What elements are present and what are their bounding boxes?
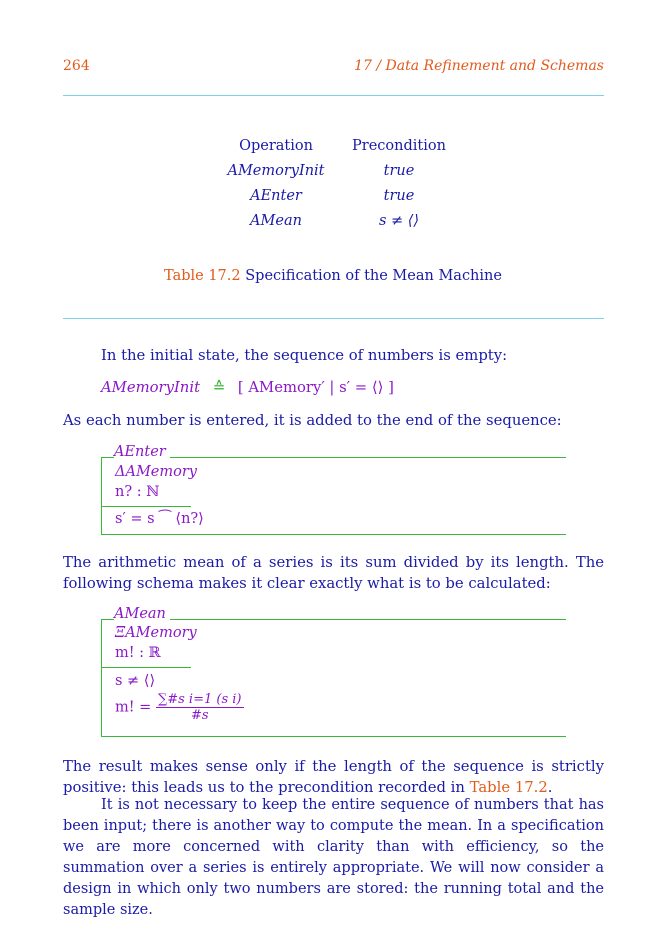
schema-top-line <box>101 457 566 458</box>
table-cell-precondition: true <box>383 163 415 179</box>
schema-divider <box>101 506 191 507</box>
table-cell-operation: AMemoryInit <box>227 163 325 179</box>
schema-top-line <box>101 619 566 620</box>
table-caption-label: Table 17.2 <box>164 268 241 284</box>
schema-declaration: m! : ℝ <box>115 645 161 661</box>
table-caption <box>0 268 666 284</box>
header-rule <box>63 95 604 96</box>
schema-left-line <box>101 619 102 737</box>
schema-declaration: ΔAMemory <box>115 464 197 480</box>
chapter-title: 17 / Data Refinement and Schemas <box>354 58 604 74</box>
paragraph-enter: As each number is entered, it is added to the end of the sequence: <box>63 412 562 429</box>
init-rhs: [ AMemory′ | s′ = ⟨⟩ ] <box>237 379 394 396</box>
schema-declaration: ΞAMemory <box>115 625 197 641</box>
paragraph-result <box>63 756 604 798</box>
table-row <box>212 163 472 179</box>
init-definition <box>101 377 601 398</box>
table-row <box>212 188 472 204</box>
mean-fraction <box>156 692 244 723</box>
init-name: AMemoryInit <box>101 379 201 396</box>
schema-name: AMean <box>114 606 170 622</box>
table-rule <box>63 318 604 319</box>
schema-bottom-line <box>101 534 566 535</box>
table-header-precondition: Precondition <box>352 138 446 154</box>
precondition-table <box>212 138 472 238</box>
schema-left-line <box>101 457 102 535</box>
table-cell-precondition: s ≠ ⟨⟩ <box>378 213 420 229</box>
table-cell-operation: AMean <box>250 213 302 229</box>
schema-name: AEnter <box>114 444 170 460</box>
fraction-denominator: #s <box>190 708 209 723</box>
table-cell-operation: AEnter <box>250 188 302 204</box>
table-reference-link[interactable]: Table 17.2 <box>469 779 548 796</box>
table-header-operation: Operation <box>239 138 313 154</box>
table-caption-text: Specification of the Mean Machine <box>245 268 502 284</box>
paragraph-initial-state: In the initial state, the sequence of numbers is empty: <box>101 347 508 364</box>
page-number: 264 <box>63 58 90 74</box>
fraction-numerator: ∑#s i=1 (s i) <box>157 692 242 707</box>
table-row <box>212 213 472 229</box>
schema-divider <box>101 667 191 668</box>
table-cell-precondition: true <box>383 188 415 204</box>
schema-predicate: s′ = s ⁀ ⟨n?⟩ <box>115 511 204 527</box>
schema-declaration: n? : ℕ <box>115 484 160 500</box>
paragraph-mean: The arithmetic mean of a series is its sum divided by its length. The following schema makes it clear exactly what is to be calculated: <box>63 554 604 592</box>
paragraph-result-text: The result makes sense only if the length of the sequence is strictly positive: this leads us to the precondition recorded in <box>63 758 604 796</box>
schema-predicate-mean <box>115 692 244 723</box>
paragraph-result-end: . <box>547 779 553 796</box>
paragraph-design: It is not necessary to keep the entire sequence of numbers that has been input; there is another way to compute the mean. In a specification we are more concerned with clarity than with efficiency, so the summation over a series is entirely appropriate. We will now consider a design in which only two numbers are stored: the running total and the sample size. <box>63 797 604 918</box>
table-header-row <box>212 138 472 154</box>
schema-bottom-line <box>101 736 566 737</box>
mean-lhs: m! = <box>115 699 152 716</box>
def-symbol: ≙ <box>212 379 226 396</box>
schema-predicate: s ≠ ⟨⟩ <box>115 673 156 689</box>
